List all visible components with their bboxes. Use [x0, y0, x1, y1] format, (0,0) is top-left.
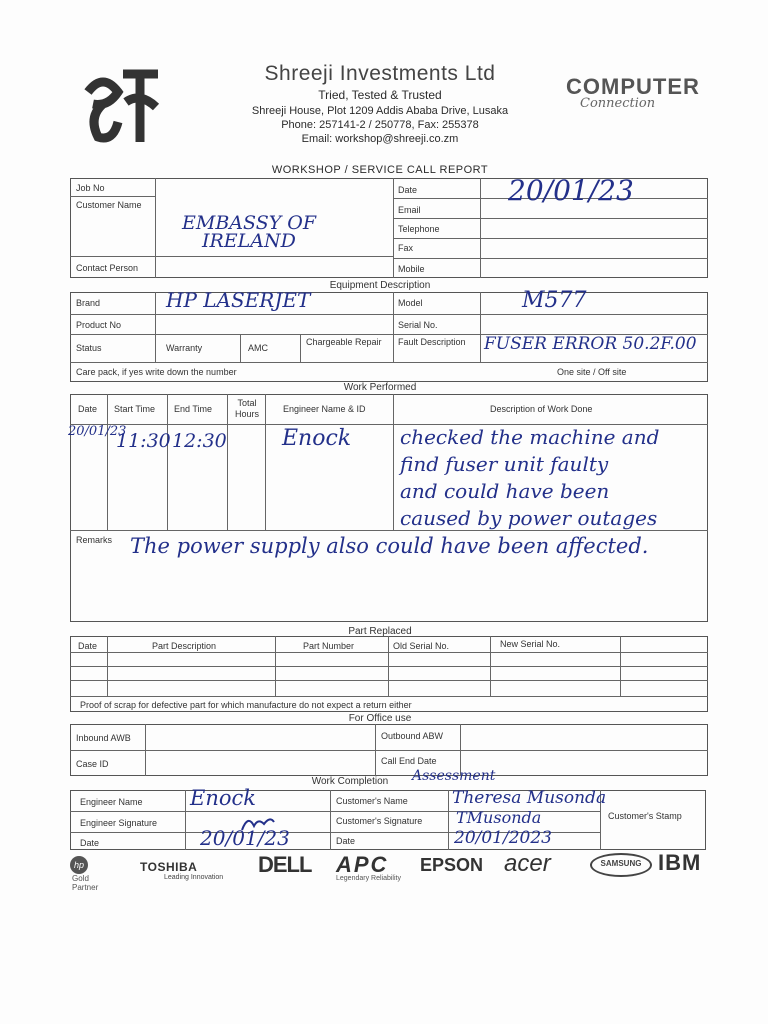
- computer-connection-stamp: COMPUTER Connection: [566, 74, 700, 111]
- engineer-signature-label: Engineer Signature: [80, 818, 158, 828]
- work-end-value: 12:30: [172, 430, 227, 452]
- fault-description-label: Fault Description: [398, 337, 466, 347]
- customer-signature-label: Customer's Signature: [336, 816, 423, 826]
- company-logo: [78, 62, 168, 152]
- serial-no-label: Serial No.: [398, 320, 438, 330]
- work-col-engineer: Engineer Name & ID: [283, 404, 366, 414]
- company-phone: Phone: 257141-2 / 250778, Fax: 255378: [281, 119, 479, 131]
- apc-logo: APC Legendary Reliability: [336, 852, 401, 882]
- equipment-section-title: Equipment Description: [329, 280, 431, 291]
- brand-label: Brand: [76, 298, 101, 308]
- completion-section-note: Assessment: [412, 768, 496, 784]
- engineer-name-label: Engineer Name: [80, 797, 143, 807]
- remarks-label: Remarks: [76, 535, 113, 545]
- engineer-date-value: 20/01/23: [200, 826, 290, 850]
- work-col-date: Date: [78, 404, 98, 414]
- customer-name-value-sign: Theresa Musonda: [452, 788, 607, 808]
- hp-logo: hp Gold Partner: [70, 856, 110, 895]
- customer-name-label: Customer Name: [76, 200, 142, 210]
- work-date-value: 20/01/23: [68, 424, 127, 439]
- case-id-label: Case ID: [76, 759, 109, 769]
- form-title: WORKSHOP / SERVICE CALL REPORT: [271, 164, 489, 176]
- telephone-label: Telephone: [398, 224, 440, 234]
- parts-col-description: Part Description: [152, 641, 217, 651]
- ibm-logo: IBM: [658, 850, 702, 875]
- inbound-awb-label: Inbound AWB: [76, 733, 131, 743]
- office-section-title: For Office use: [348, 713, 412, 724]
- model-value: M577: [522, 288, 587, 313]
- company-tagline: Tried, Tested & Trusted: [318, 88, 442, 102]
- engineer-date-label: Date: [80, 838, 100, 848]
- parts-section-title: Part Replaced: [348, 626, 412, 637]
- chargeable-repair-label: Chargeable Repair: [306, 337, 382, 347]
- fault-value: FUSER ERROR 50.2F.00: [484, 334, 697, 354]
- care-pack-label: Care pack, if yes write down the number: [76, 367, 237, 377]
- contact-person-label: Contact Person: [76, 263, 139, 273]
- outbound-abw-label: Outbound ABW: [381, 731, 444, 741]
- mobile-label: Mobile: [398, 264, 425, 274]
- parts-col-new-serial: New Serial No.: [500, 639, 561, 649]
- company-name: Shreeji Investments Ltd: [264, 62, 496, 85]
- acer-logo: acer: [504, 850, 551, 877]
- work-engineer-value: Enock: [282, 426, 352, 451]
- call-end-date-label: Call End Date: [381, 756, 437, 766]
- company-email: Email: workshop@shreeji.co.zm: [301, 133, 459, 145]
- brand-value: HP LASERJET: [166, 288, 311, 312]
- customer-name-value: EMBASSY OF IRELAND: [182, 212, 317, 252]
- work-col-end: End Time: [174, 404, 213, 414]
- amc-label: AMC: [248, 343, 268, 353]
- warranty-label: Warranty: [166, 343, 203, 353]
- parts-col-old-serial: Old Serial No.: [393, 641, 450, 651]
- date-label: Date: [398, 185, 418, 195]
- work-col-desc: Description of Work Done: [490, 404, 593, 414]
- fax-label: Fax: [398, 243, 414, 253]
- work-start-value: 11:30: [116, 430, 171, 452]
- customer-stamp-label: Customer's Stamp: [608, 811, 682, 821]
- customer-name-sign-label: Customer's Name: [336, 796, 408, 806]
- work-col-start: Start Time: [114, 404, 156, 414]
- email-label: Email: [398, 205, 421, 215]
- onsite-offsite-label: One site / Off site: [557, 367, 627, 377]
- parts-col-number: Part Number: [303, 641, 355, 651]
- customer-date-label: Date: [336, 836, 356, 846]
- date-value: 20/01/23: [508, 174, 634, 207]
- work-description-value: checked the machine and find fuser unit faulty and could have been caused by power outages: [400, 425, 660, 530]
- dell-logo: DELL: [258, 852, 312, 877]
- samsung-logo: SAMSUNG: [590, 853, 652, 877]
- engineer-name-value: Enock: [190, 786, 256, 810]
- remarks-value: The power supply also could have been affected.: [130, 534, 649, 558]
- work-section-title: Work Performed: [343, 382, 417, 393]
- customer-signature-value: TMusonda: [456, 808, 542, 827]
- parts-col-date: Date: [78, 641, 98, 651]
- epson-logo: EPSON: [420, 855, 484, 875]
- customer-date-value: 20/01/2023: [454, 828, 552, 848]
- company-address: Shreeji House, Plot 1209 Addis Ababa Drive, Lusaka: [251, 105, 509, 117]
- model-label: Model: [398, 298, 423, 308]
- completion-section-title: Work Completion: [311, 776, 389, 787]
- work-col-total: Total Hours: [234, 398, 259, 419]
- product-no-label: Product No: [76, 320, 122, 330]
- toshiba-logo: TOSHIBA Leading Innovation: [140, 860, 224, 881]
- job-no-label: Job No: [76, 183, 105, 193]
- parts-footer-note: Proof of scrap for defective part for which manufacture do not expect a return either: [80, 700, 412, 710]
- status-label: Status: [76, 343, 102, 353]
